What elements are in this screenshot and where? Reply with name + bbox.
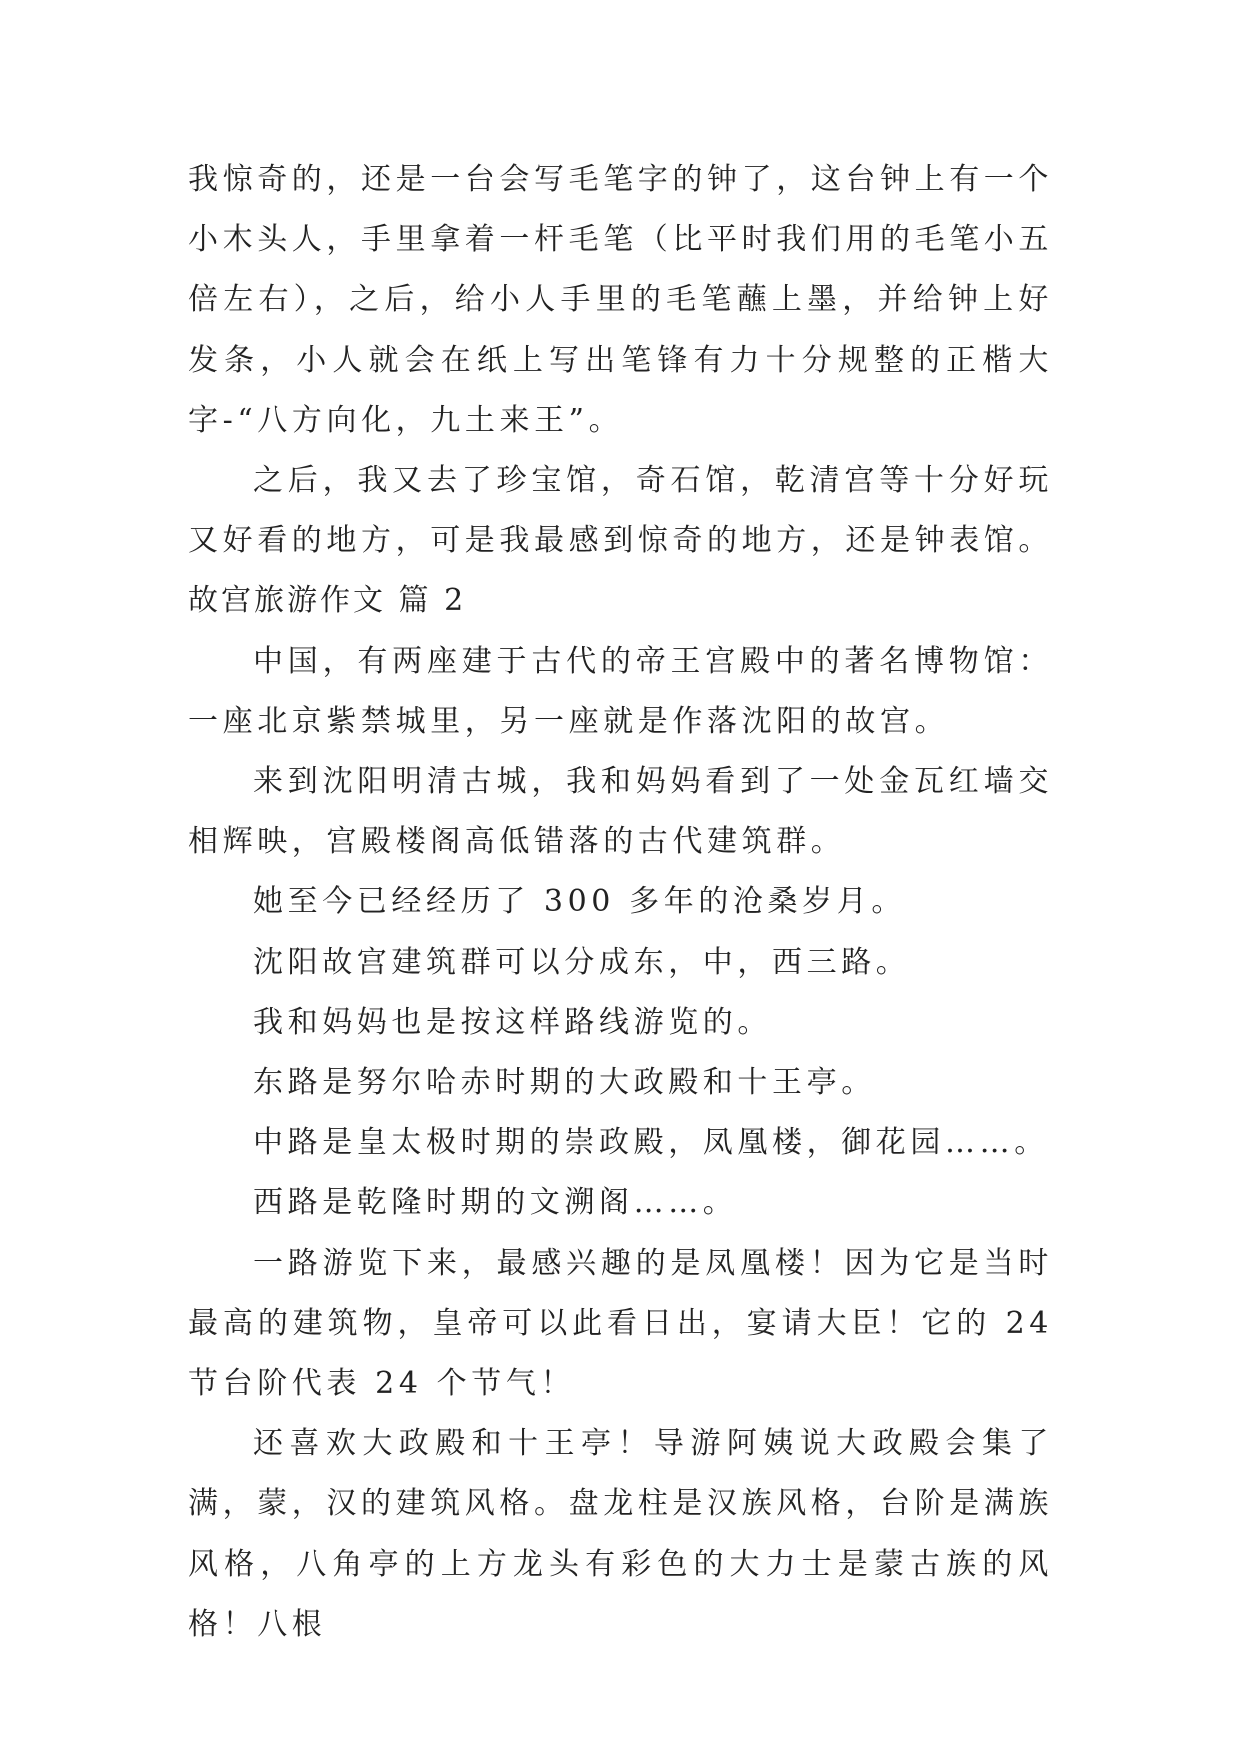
paragraph-dazheng-hall: 还喜欢大政殿和十王亭！导游阿姨说大政殿会集了满，蒙，汉的建筑风格。盘龙柱是汉族风格，台阶是满族风格，八角亭的上方龙头有彩色的大力士是蒙古族的风格！八根 — [188, 1426, 1053, 1642]
paragraph-phoenix-tower: 一路游览下来，最感兴趣的是凤凰楼！因为它是当时最高的建筑物，皇帝可以此看日出，宴请大臣！它的 24 节台阶代表 24 个节气！ — [188, 1245, 1053, 1402]
paragraph-two-palaces: 中国，有两座建于古代的帝王宫殿中的著名博物馆：一座北京紫禁城里，另一座就是作落沈阳的故宫。 — [188, 643, 1053, 739]
paragraph-east-route: 东路是努尔哈赤时期的大政殿和十王亭。 — [253, 1065, 876, 1101]
paragraph-clock: 我惊奇的，还是一台会写毛笔字的钟了，这台钟上有一个小木头人，手里拿着一杆毛笔（比平时我们用的毛笔小五倍左右），之后，给小人手里的毛笔蘸上墨，并给钟上好发条，小人就会在纸上写出笔锋有力十分规整的正楷大字-“八方向化，九土来王”。 — [188, 162, 1053, 438]
paragraph-other-halls: 之后，我又去了珍宝馆，奇石馆，乾清宫等十分好玩又好看的地方，可是我最感到惊奇的地方，还是钟表馆。 — [188, 463, 1053, 559]
section-heading: 故宫旅游作文 篇 2 — [188, 583, 467, 619]
paragraph-three-routes: 沈阳故宫建筑群可以分成东，中，西三路。 — [253, 944, 911, 980]
paragraph-our-route: 我和妈妈也是按这样路线游览的。 — [253, 1004, 772, 1040]
paragraph-arrival: 来到沈阳明清古城，我和妈妈看到了一处金瓦红墙交相辉映，宫殿楼阁高低错落的古代建筑群。 — [188, 764, 1053, 860]
document-body — [188, 150, 1053, 1655]
paragraph-middle-route: 中路是皇太极时期的崇政殿，凤凰楼，御花园……。 — [253, 1125, 1049, 1161]
paragraph-west-route: 西路是乾隆时期的文溯阁……。 — [253, 1185, 738, 1221]
paragraph-history: 她至今已经经历了 300 多年的沧桑岁月。 — [253, 884, 906, 920]
